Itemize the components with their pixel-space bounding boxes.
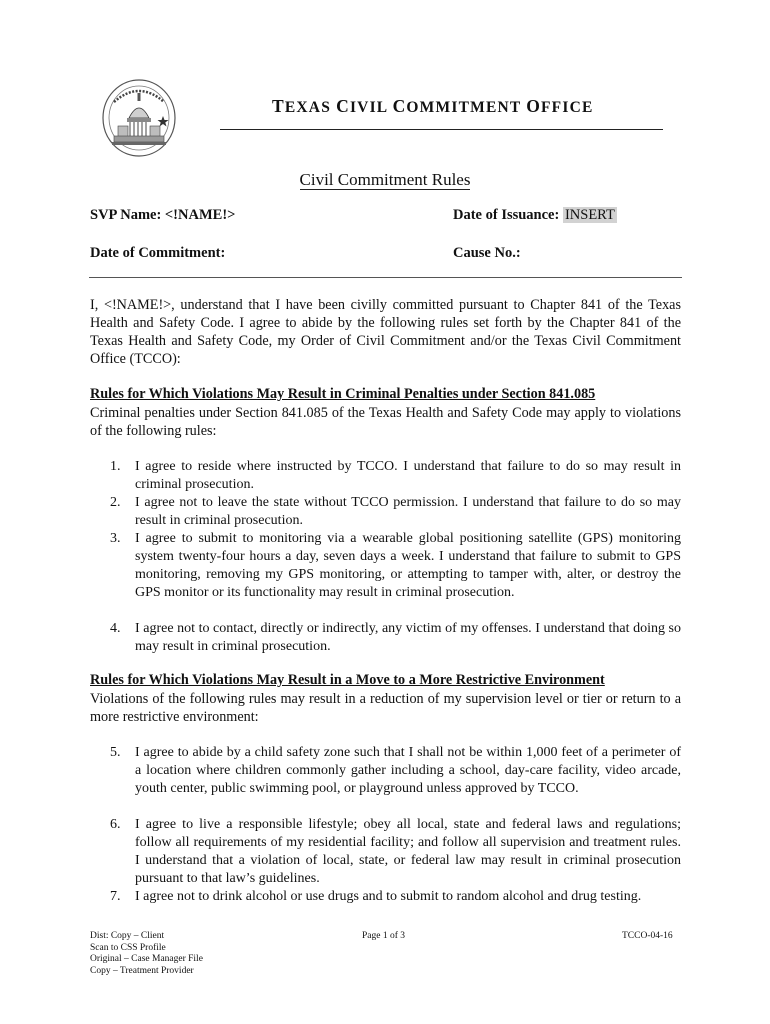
rule-item xyxy=(110,458,681,494)
section1-heading: Rules for Which Violations May Result in Criminal Penalties under Section 841.085 xyxy=(90,386,596,402)
date-commitment-field xyxy=(90,245,225,262)
document-title: Civil Commitment Rules xyxy=(299,170,471,189)
rule-text: I agree not to contact, directly or indirectly, any victim of my offenses. I understand that doing so may result in criminal prosecution. xyxy=(135,621,681,654)
date-issuance-field xyxy=(453,207,617,224)
rule-number: 5. xyxy=(110,745,121,760)
state-seal-logo xyxy=(100,78,178,160)
intro-paragraph: I, <!NAME!>, understand that I have been civilly committed pursuant to Chapter 841 of the Texas Health and Safety Code. I agree to abide by the following rules set forth by the Chapter 841 of the Texas Health and Safety Code, my Order of Civil Commitment and/or the Texas Civil Commitment Office (TCCO): xyxy=(90,297,681,367)
date-issuance-value: INSERT xyxy=(564,207,615,223)
rule-item xyxy=(110,494,681,530)
rule-number: 1. xyxy=(110,459,121,474)
rule-item xyxy=(110,620,681,656)
rule-number: 6. xyxy=(110,817,121,832)
rule-number: 4. xyxy=(110,621,121,636)
rule-text: I agree to live a responsible lifestyle; obey all local, state and federal laws and regulations; follow all requirements of my residential facility; and follow all supervision and treatment rules. I understand that a violation of local, state, or federal law may result in criminal prosecution pursuant to that law’s guidelines. xyxy=(135,817,681,886)
rule-number: 3. xyxy=(110,531,121,546)
section2-description: Violations of the following rules may result in a reduction of my supervision level or tier or return to a more restrictive environment: xyxy=(90,691,681,725)
svp-name-field xyxy=(90,207,235,224)
rule-number: 2. xyxy=(110,495,121,510)
page-number: Page 1 of 3 xyxy=(362,931,406,941)
rule-text: I agree not to leave the state without TCCO permission. I understand that failure to do so may result in criminal prosecution. xyxy=(135,495,681,528)
section1-description: Criminal penalties under Section 841.085 of the Texas Health and Safety Code may apply to violations of the following rules: xyxy=(90,405,681,439)
rule-text: I agree not to drink alcohol or use drugs and to submit to random alcohol and drug testing. xyxy=(135,889,642,904)
rule-number: 7. xyxy=(110,889,121,904)
office-title xyxy=(272,96,594,117)
cause-no-label: Cause No.: xyxy=(453,245,521,261)
svp-name-label: SVP Name: xyxy=(90,207,162,223)
distribution-line: Scan to CSS Profile xyxy=(90,942,166,953)
date-commitment-label: Date of Commitment: xyxy=(90,245,226,261)
rule-text: I agree to submit to monitoring via a wearable global positioning satellite (GPS) monitoring system twenty-four hours a day, seven days a week. I understand that failure to submit to GPS monitoring, removing my GPS monitoring, or attempting to tamper with, alter, or destroy the GPS monitor or its functionality may result in criminal prosecution. xyxy=(135,531,681,600)
rule-item xyxy=(110,744,681,798)
rule-item xyxy=(110,530,681,602)
distribution-line: Original – Case Manager File xyxy=(90,954,203,964)
fields-divider xyxy=(89,277,682,278)
svp-name-value: <!NAME!> xyxy=(164,207,236,223)
rule-item xyxy=(110,888,681,906)
office-title-word: TEXAS xyxy=(272,96,337,116)
office-title-word: CIVIL xyxy=(336,96,393,116)
office-title-word: COMMITMENT xyxy=(392,96,527,116)
form-id: TCCO-04-16 xyxy=(622,931,673,941)
distribution-line: Dist: Copy – Client xyxy=(90,931,165,941)
date-issuance-label: Date of Issuance: xyxy=(453,207,560,223)
rule-item xyxy=(110,816,681,888)
section2-heading: Rules for Which Violations May Result in a Move to a More Restrictive Environment xyxy=(90,672,605,688)
distribution-line: Copy – Treatment Provider xyxy=(90,965,194,976)
header-divider xyxy=(220,129,663,130)
footer-distribution xyxy=(90,931,203,977)
rule-text: I agree to abide by a child safety zone such that I shall not be within 1,000 feet of a perimeter of a location where children commonly gather including a school, day-care facility, video arcade, youth center, public swimming pool, or playground unless approved by TCCO. xyxy=(135,745,681,796)
cause-no-field xyxy=(453,245,521,262)
capitol-seal-icon xyxy=(100,78,178,160)
rule-text: I agree to reside where instructed by TCCO. I understand that failure to do so may result in criminal prosecution. xyxy=(135,459,681,492)
office-title-word: OFFICE xyxy=(526,96,594,116)
